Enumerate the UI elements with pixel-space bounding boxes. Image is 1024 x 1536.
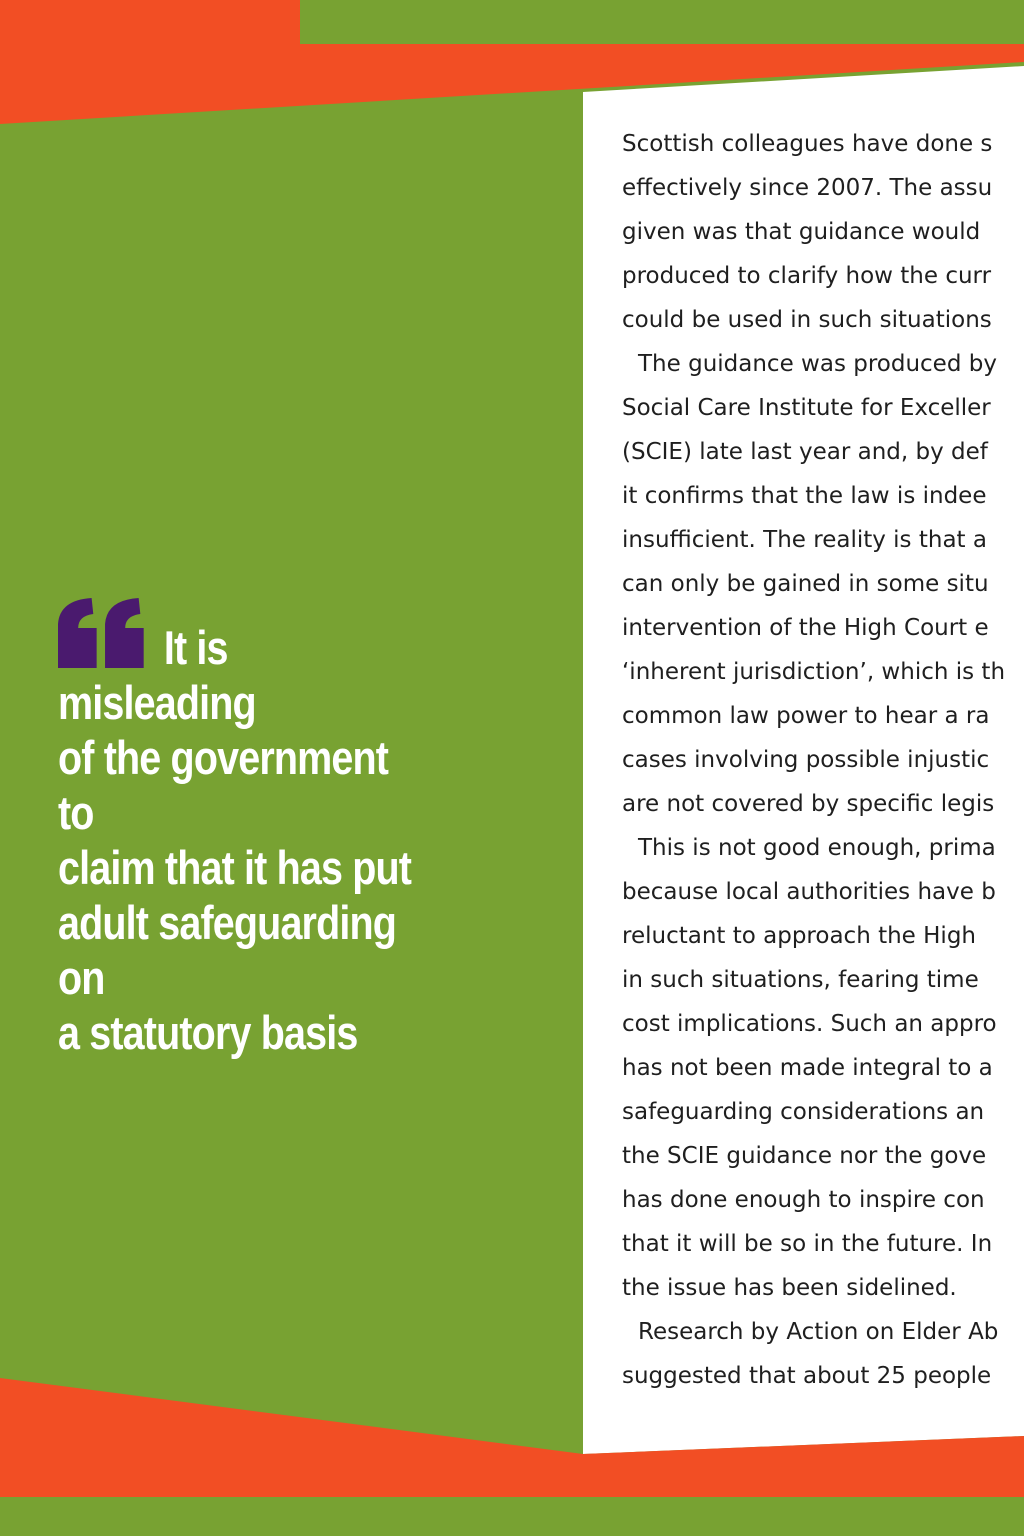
article-line: The guidance was produced by	[638, 351, 997, 377]
article-line: in such situations, fearing time	[622, 967, 979, 993]
article-line: This is not good enough, prima	[638, 835, 996, 861]
article-line: cost implications. Such an appro	[622, 1011, 997, 1037]
article-line: effectively since 2007. The assu	[622, 175, 993, 201]
article-line: cases involving possible injustic	[622, 747, 990, 773]
article-line: it confirms that the law is indee	[622, 483, 987, 509]
article-line: ‘inherent jurisdiction’, which is th	[622, 659, 1006, 685]
article-line: intervention of the High Court e	[622, 615, 989, 641]
article-line: (SCIE) late last year and, by def	[622, 439, 988, 465]
article-line: given was that guidance would	[622, 219, 981, 245]
article-line: suggested that about 25 people	[622, 1363, 992, 1389]
article-line: produced to clarify how the curr	[622, 263, 992, 289]
article-line: can only be gained in some situ	[622, 571, 989, 597]
pull-quote-line: a statutory basis	[58, 1006, 358, 1059]
article-line: Research by Action on Elder Ab	[638, 1319, 999, 1345]
article-line: the issue has been sidelined.	[622, 1275, 957, 1301]
article-line: Social Care Institute for Exceller	[622, 395, 991, 421]
article-body	[622, 122, 1024, 1398]
pull-quote	[58, 598, 419, 1060]
article-line: reluctant to approach the High	[622, 923, 976, 949]
article-line: Scottish colleagues have done s	[622, 131, 993, 157]
article-line: are not covered by specific legis	[622, 791, 995, 817]
pull-quote-line: of the government to	[58, 731, 389, 839]
article-line: safeguarding considerations an	[622, 1099, 985, 1125]
pull-quote-line: claim that it has put	[58, 841, 412, 894]
pull-quote-line: It is misleading	[58, 621, 256, 729]
article-line: has not been made integral to a	[622, 1055, 993, 1081]
article-line: insufficient. The reality is that a	[622, 527, 987, 553]
article-line: that it will be so in the future. In	[622, 1231, 993, 1257]
article-line: could be used in such situations	[622, 307, 992, 333]
article-line: because local authorities have b	[622, 879, 996, 905]
article-line: common law power to hear a ra	[622, 703, 990, 729]
article-line: the SCIE guidance nor the gove	[622, 1143, 987, 1169]
article-line: has done enough to inspire con	[622, 1187, 985, 1213]
pull-quote-line: adult safeguarding on	[58, 896, 397, 1004]
open-quote-icon	[58, 598, 145, 668]
top-green-strip	[300, 0, 1024, 44]
